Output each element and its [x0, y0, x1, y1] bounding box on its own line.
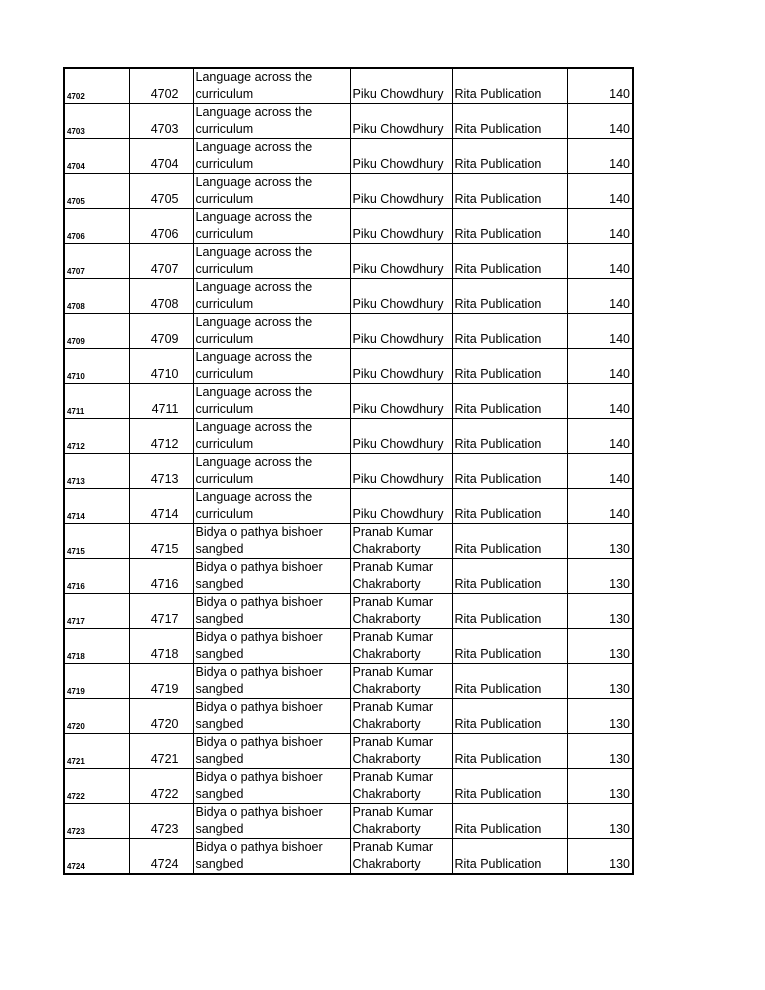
author-line: Piku Chowdhury [352, 437, 444, 451]
book-title-line: sangbed [195, 647, 244, 661]
price-cell: 130 [567, 559, 633, 594]
author-line: Piku Chowdhury [352, 122, 444, 136]
publisher-cell: Rita Publication [452, 734, 567, 769]
author-line: Pranab Kumar [352, 840, 434, 854]
serial-number-cell: 4709 [64, 314, 129, 349]
table-row [64, 419, 633, 454]
author-cell [350, 279, 452, 314]
author-cell [350, 804, 452, 839]
accession-number-cell: 4715 [129, 524, 193, 559]
book-title-line: curriculum [195, 192, 254, 206]
book-title-line: curriculum [195, 157, 254, 171]
table-row [64, 594, 633, 629]
table-row [64, 804, 633, 839]
publisher-cell: Rita Publication [452, 104, 567, 139]
author-cell [350, 349, 452, 384]
book-title-cell [193, 279, 350, 314]
table-row [64, 104, 633, 139]
author-cell [350, 524, 452, 559]
price-cell: 140 [567, 349, 633, 384]
book-title-line: Bidya o pathya bishoer [195, 840, 323, 854]
book-title-cell [193, 68, 350, 104]
author-cell [350, 664, 452, 699]
serial-number-cell: 4720 [64, 699, 129, 734]
publisher-cell: Rita Publication [452, 384, 567, 419]
accession-number-cell: 4719 [129, 664, 193, 699]
table-row [64, 384, 633, 419]
author-line: Pranab Kumar [352, 805, 434, 819]
book-title-line: Bidya o pathya bishoer [195, 805, 323, 819]
table-row [64, 839, 633, 875]
price-cell: 130 [567, 594, 633, 629]
serial-number-cell: 4712 [64, 419, 129, 454]
author-line: Piku Chowdhury [352, 332, 444, 346]
book-title-line: sangbed [195, 612, 244, 626]
price-cell: 130 [567, 699, 633, 734]
author-cell [350, 629, 452, 664]
price-cell: 140 [567, 244, 633, 279]
author-line: Pranab Kumar [352, 700, 434, 714]
price-cell: 130 [567, 839, 633, 875]
book-title-line: Language across the [195, 490, 313, 504]
serial-number-cell: 4713 [64, 454, 129, 489]
book-title-cell [193, 699, 350, 734]
book-title-cell [193, 489, 350, 524]
book-title-line: Bidya o pathya bishoer [195, 525, 323, 539]
author-cell [350, 699, 452, 734]
serial-number-cell: 4707 [64, 244, 129, 279]
author-line: Chakraborty [352, 647, 421, 661]
book-title-line: Language across the [195, 280, 313, 294]
book-title-line: curriculum [195, 262, 254, 276]
publisher-cell: Rita Publication [452, 489, 567, 524]
author-cell [350, 104, 452, 139]
book-title-line: curriculum [195, 122, 254, 136]
author-cell [350, 839, 452, 875]
book-title-line: curriculum [195, 297, 254, 311]
book-title-cell [193, 139, 350, 174]
book-title-cell [193, 804, 350, 839]
accession-number-cell: 4709 [129, 314, 193, 349]
price-cell: 130 [567, 524, 633, 559]
book-title-line: sangbed [195, 542, 244, 556]
author-cell [350, 139, 452, 174]
book-title-line: Language across the [195, 175, 313, 189]
book-title-line: curriculum [195, 332, 254, 346]
author-line: Pranab Kumar [352, 560, 434, 574]
author-cell [350, 174, 452, 209]
price-cell: 140 [567, 139, 633, 174]
book-title-cell [193, 839, 350, 875]
author-cell [350, 244, 452, 279]
author-line: Chakraborty [352, 717, 421, 731]
serial-number-cell: 4706 [64, 209, 129, 244]
author-line: Chakraborty [352, 857, 421, 871]
serial-number-cell: 4723 [64, 804, 129, 839]
author-line: Pranab Kumar [352, 735, 434, 749]
table-row [64, 769, 633, 804]
author-cell [350, 419, 452, 454]
table-body [64, 68, 633, 874]
book-title-line: curriculum [195, 87, 254, 101]
publisher-cell: Rita Publication [452, 349, 567, 384]
accession-number-cell: 4724 [129, 839, 193, 875]
table-row [64, 629, 633, 664]
author-line: Chakraborty [352, 612, 421, 626]
accession-number-cell: 4704 [129, 139, 193, 174]
author-line: Chakraborty [352, 577, 421, 591]
publisher-cell: Rita Publication [452, 629, 567, 664]
accession-number-cell: 4713 [129, 454, 193, 489]
book-title-line: sangbed [195, 577, 244, 591]
serial-number-cell: 4711 [64, 384, 129, 419]
book-title-line: Bidya o pathya bishoer [195, 700, 323, 714]
accession-number-cell: 4705 [129, 174, 193, 209]
serial-number-cell: 4717 [64, 594, 129, 629]
author-cell [350, 68, 452, 104]
accession-number-cell: 4702 [129, 68, 193, 104]
book-title-cell [193, 524, 350, 559]
book-title-line: Language across the [195, 140, 313, 154]
author-line: Chakraborty [352, 682, 421, 696]
book-title-line: sangbed [195, 752, 244, 766]
book-title-line: curriculum [195, 507, 254, 521]
accession-number-cell: 4708 [129, 279, 193, 314]
table-row [64, 454, 633, 489]
table-row [64, 139, 633, 174]
table-row [64, 699, 633, 734]
serial-number-cell: 4704 [64, 139, 129, 174]
accession-number-cell: 4703 [129, 104, 193, 139]
publisher-cell: Rita Publication [452, 174, 567, 209]
price-cell: 140 [567, 104, 633, 139]
book-title-line: Language across the [195, 70, 313, 84]
author-cell [350, 489, 452, 524]
accession-number-cell: 4707 [129, 244, 193, 279]
author-cell [350, 594, 452, 629]
table-row [64, 524, 633, 559]
price-cell: 140 [567, 279, 633, 314]
serial-number-cell: 4703 [64, 104, 129, 139]
author-line: Piku Chowdhury [352, 507, 444, 521]
accession-number-cell: 4712 [129, 419, 193, 454]
price-cell: 130 [567, 629, 633, 664]
author-line: Pranab Kumar [352, 770, 434, 784]
author-cell [350, 454, 452, 489]
price-cell: 130 [567, 769, 633, 804]
author-line: Chakraborty [352, 542, 421, 556]
accession-number-cell: 4716 [129, 559, 193, 594]
book-title-cell [193, 559, 350, 594]
author-line: Piku Chowdhury [352, 472, 444, 486]
serial-number-cell: 4719 [64, 664, 129, 699]
book-title-cell [193, 384, 350, 419]
price-cell: 140 [567, 419, 633, 454]
book-register-table [63, 67, 634, 875]
price-cell: 140 [567, 209, 633, 244]
publisher-cell: Rita Publication [452, 244, 567, 279]
book-title-cell [193, 664, 350, 699]
book-title-line: sangbed [195, 822, 244, 836]
price-cell: 140 [567, 384, 633, 419]
author-line: Pranab Kumar [352, 595, 434, 609]
accession-number-cell: 4721 [129, 734, 193, 769]
price-cell: 140 [567, 454, 633, 489]
book-title-cell [193, 734, 350, 769]
accession-number-cell: 4718 [129, 629, 193, 664]
table-row [64, 209, 633, 244]
price-cell: 140 [567, 68, 633, 104]
author-line: Piku Chowdhury [352, 192, 444, 206]
serial-number-cell: 4724 [64, 839, 129, 875]
book-title-cell [193, 104, 350, 139]
author-line: Pranab Kumar [352, 525, 434, 539]
book-title-line: Language across the [195, 245, 313, 259]
book-title-line: Language across the [195, 385, 313, 399]
table-row [64, 244, 633, 279]
serial-number-cell: 4702 [64, 68, 129, 104]
serial-number-cell: 4715 [64, 524, 129, 559]
author-cell [350, 314, 452, 349]
price-cell: 130 [567, 664, 633, 699]
table-row [64, 314, 633, 349]
price-cell: 130 [567, 734, 633, 769]
author-line: Chakraborty [352, 822, 421, 836]
book-title-line: Bidya o pathya bishoer [195, 595, 323, 609]
author-line: Piku Chowdhury [352, 157, 444, 171]
book-title-cell [193, 419, 350, 454]
book-title-line: sangbed [195, 682, 244, 696]
publisher-cell: Rita Publication [452, 769, 567, 804]
publisher-cell: Rita Publication [452, 209, 567, 244]
serial-number-cell: 4718 [64, 629, 129, 664]
book-title-line: Bidya o pathya bishoer [195, 630, 323, 644]
book-title-line: sangbed [195, 787, 244, 801]
serial-number-cell: 4708 [64, 279, 129, 314]
serial-number-cell: 4710 [64, 349, 129, 384]
author-line: Piku Chowdhury [352, 297, 444, 311]
author-line: Piku Chowdhury [352, 262, 444, 276]
book-title-line: Bidya o pathya bishoer [195, 665, 323, 679]
publisher-cell: Rita Publication [452, 804, 567, 839]
book-title-line: sangbed [195, 857, 244, 871]
accession-number-cell: 4720 [129, 699, 193, 734]
accession-number-cell: 4722 [129, 769, 193, 804]
book-title-line: sangbed [195, 717, 244, 731]
serial-number-cell: 4705 [64, 174, 129, 209]
serial-number-cell: 4721 [64, 734, 129, 769]
publisher-cell: Rita Publication [452, 559, 567, 594]
publisher-cell: Rita Publication [452, 699, 567, 734]
author-line: Chakraborty [352, 752, 421, 766]
book-title-line: Language across the [195, 350, 313, 364]
author-line: Piku Chowdhury [352, 402, 444, 416]
publisher-cell: Rita Publication [452, 139, 567, 174]
book-title-line: curriculum [195, 402, 254, 416]
publisher-cell: Rita Publication [452, 839, 567, 875]
book-title-cell [193, 314, 350, 349]
author-line: Pranab Kumar [352, 630, 434, 644]
accession-number-cell: 4710 [129, 349, 193, 384]
publisher-cell: Rita Publication [452, 664, 567, 699]
book-title-cell [193, 769, 350, 804]
publisher-cell: Rita Publication [452, 454, 567, 489]
accession-number-cell: 4711 [129, 384, 193, 419]
author-line: Chakraborty [352, 787, 421, 801]
serial-number-cell: 4714 [64, 489, 129, 524]
book-title-line: Language across the [195, 315, 313, 329]
publisher-cell: Rita Publication [452, 314, 567, 349]
price-cell: 140 [567, 314, 633, 349]
book-title-cell [193, 629, 350, 664]
author-line: Piku Chowdhury [352, 227, 444, 241]
publisher-cell: Rita Publication [452, 419, 567, 454]
author-line: Piku Chowdhury [352, 87, 444, 101]
book-title-line: curriculum [195, 227, 254, 241]
table-row [64, 174, 633, 209]
author-line: Piku Chowdhury [352, 367, 444, 381]
book-title-cell [193, 244, 350, 279]
book-title-line: Bidya o pathya bishoer [195, 560, 323, 574]
author-cell [350, 384, 452, 419]
publisher-cell: Rita Publication [452, 68, 567, 104]
price-cell: 140 [567, 489, 633, 524]
table-row [64, 68, 633, 104]
book-title-line: Language across the [195, 455, 313, 469]
book-title-line: Language across the [195, 420, 313, 434]
author-cell [350, 769, 452, 804]
accession-number-cell: 4714 [129, 489, 193, 524]
book-title-cell [193, 454, 350, 489]
book-title-line: Bidya o pathya bishoer [195, 770, 323, 784]
table-row [64, 664, 633, 699]
table-row [64, 734, 633, 769]
serial-number-cell: 4722 [64, 769, 129, 804]
book-title-cell [193, 209, 350, 244]
accession-number-cell: 4723 [129, 804, 193, 839]
author-cell [350, 559, 452, 594]
table-row [64, 349, 633, 384]
book-title-cell [193, 594, 350, 629]
book-title-line: curriculum [195, 437, 254, 451]
price-cell: 130 [567, 804, 633, 839]
accession-number-cell: 4706 [129, 209, 193, 244]
table-row [64, 489, 633, 524]
serial-number-cell: 4716 [64, 559, 129, 594]
publisher-cell: Rita Publication [452, 279, 567, 314]
author-cell [350, 209, 452, 244]
accession-number-cell: 4717 [129, 594, 193, 629]
book-title-line: Language across the [195, 210, 313, 224]
table-row [64, 279, 633, 314]
book-title-cell [193, 349, 350, 384]
publisher-cell: Rita Publication [452, 594, 567, 629]
book-title-line: curriculum [195, 367, 254, 381]
book-title-line: curriculum [195, 472, 254, 486]
author-line: Pranab Kumar [352, 665, 434, 679]
book-title-line: Bidya o pathya bishoer [195, 735, 323, 749]
author-cell [350, 734, 452, 769]
price-cell: 140 [567, 174, 633, 209]
book-title-line: Language across the [195, 105, 313, 119]
table-row [64, 559, 633, 594]
book-title-cell [193, 174, 350, 209]
publisher-cell: Rita Publication [452, 524, 567, 559]
